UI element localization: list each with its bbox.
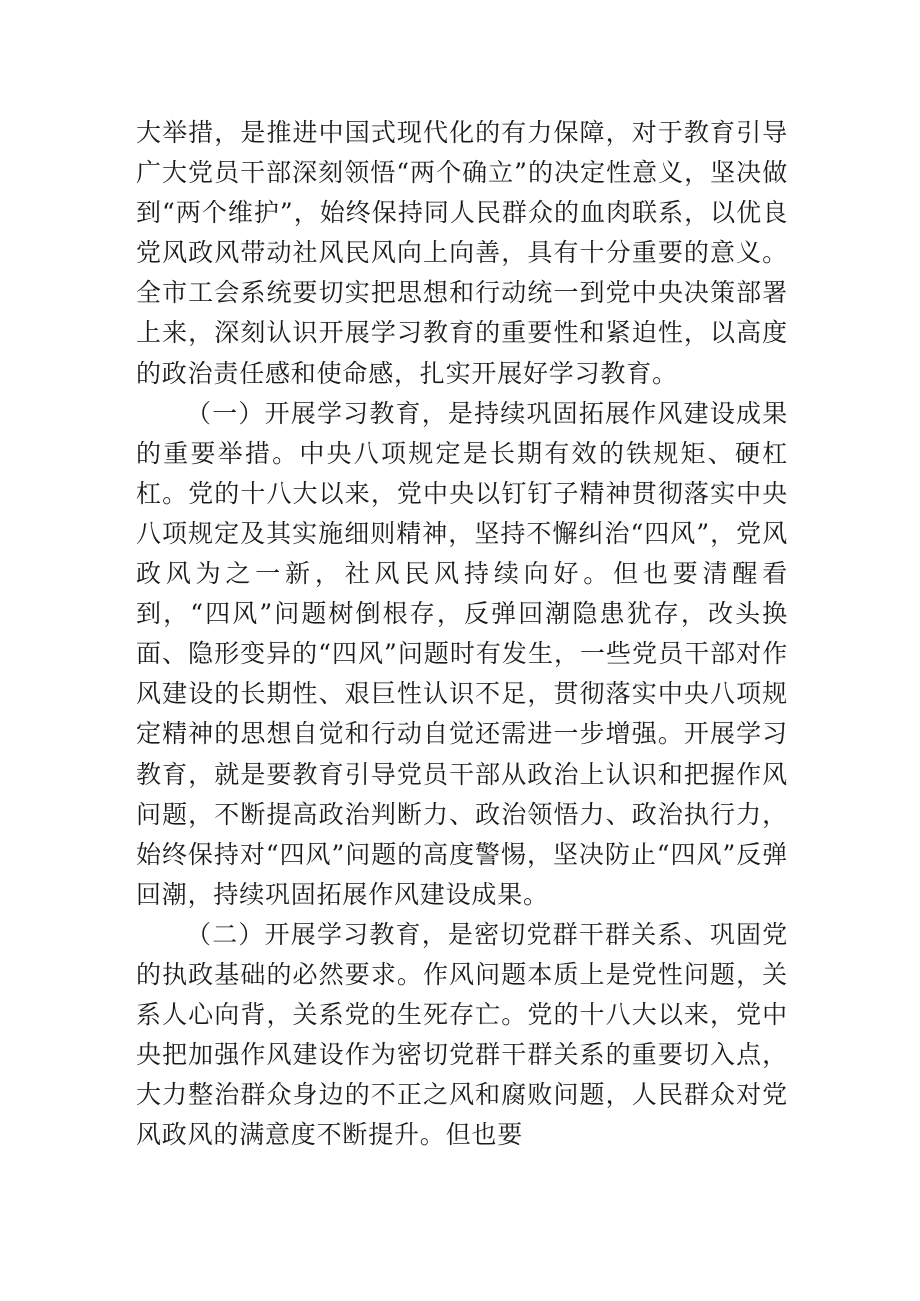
paragraph-section-one: （一）开展学习教育，是持续巩固拓展作风建设成果的重要举措。中央八项规定是长期有效的铁规矩、硬杠杠。党的十八大以来，党中央以钉钉子精神贯彻落实中央八项规定及其实施细则精神，坚持不懈纠治“四风”，党风政风为之一新，社风民风持续向好。但也要清醒看到，“四风”问题树倒根存，反弹回潮隐患犹存，改头换面、隐形变异的“四风”问题时有发生，一些党员干部对作风建设的长期性、艰巨性认识不足，贯彻落实中央八项规定精神的思想自觉和行动自觉还需进一步增强。开展学习教育，就是要教育引导党员干部从政治上认识和把握作风问题，不断提高政治判断力、政治领悟力、政治执行力，始终保持对“四风”问题的高度警惕，坚决防止“四风”反弹回潮，持续巩固拓展作风建设成果。 [136, 398, 788, 909]
paragraph-continuation: 大举措，是推进中国式现代化的有力保障，对于教育引导广大党员干部深刻领悟“两个确立”的决定性意义，坚决做到“两个维护”，始终保持同人民群众的血肉联系，以优良党风政风带动社风民风向上向善，具有十分重要的意义。全市工会系统要切实把思想和行动统一到党中央决策部署上来，深刻认识开展学习教育的重要性和紧迫性，以高度的政治责任感和使命感，扎实开展好学习教育。 [136, 118, 788, 388]
document-body [136, 113, 788, 1155]
paragraph-section-two: （二）开展学习教育，是密切党群干群关系、巩固党的执政基础的必然要求。作风问题本质上是党性问题，关系人心向背，关系党的生死存亡。党的十八大以来，党中央把加强作风建设作为密切党群干群关系的重要切入点，大力整治群众身边的不正之风和腐败问题，人民群众对党风政风的满意度不断提升。但也要 [136, 919, 788, 1150]
